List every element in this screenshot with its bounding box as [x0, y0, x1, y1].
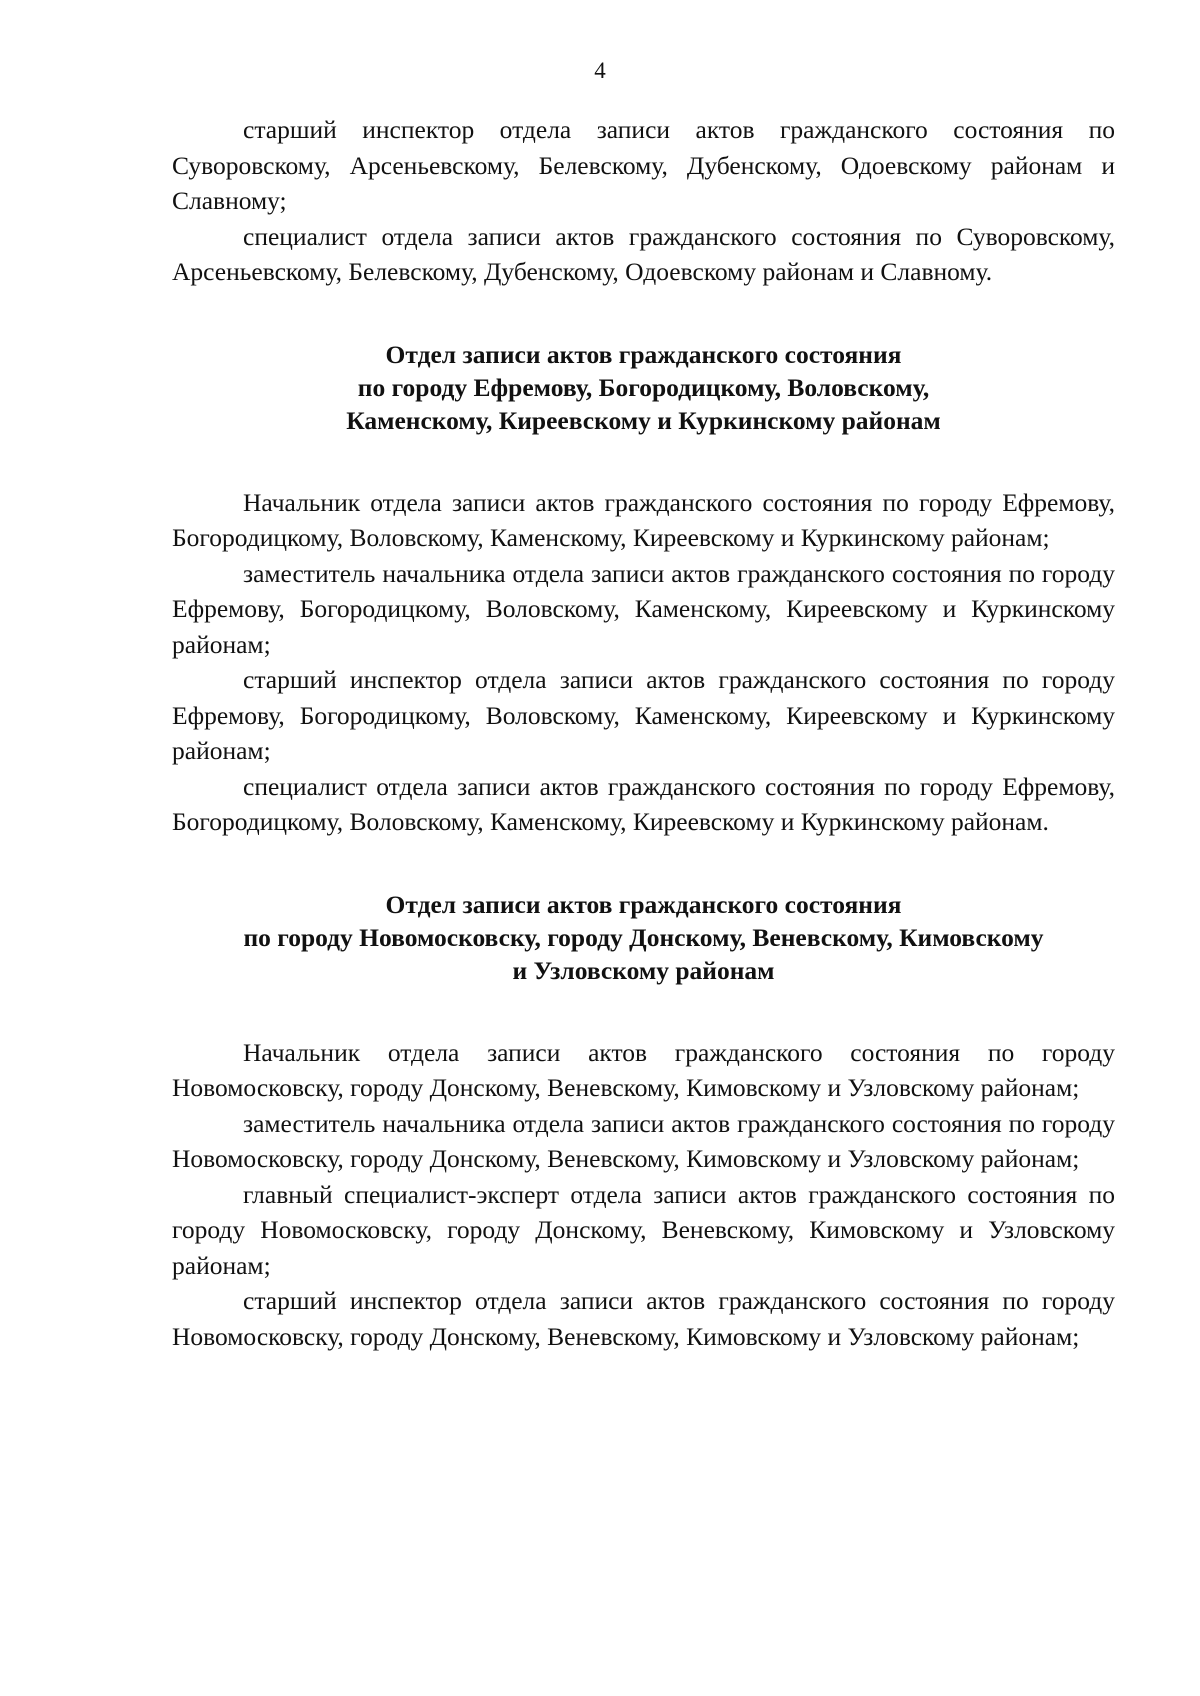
paragraph: старший инспектор отдела записи актов гражданского состояния по городу Новомосковску, городу Донскому, Веневскому, Кимовскому и Узловскому районам; [172, 1286, 1115, 1351]
heading-line: и Узловскому районам [512, 955, 775, 985]
paragraph: заместитель начальника отдела записи актов гражданского состояния по городу Ефремову, Богородицкому, Воловскому, Каменскому, Киреевскому и Куркинскому районам; [172, 558, 1115, 659]
paragraph: главный специалист-эксперт отдела записи актов гражданского состояния по городу Новомосковску, городу Донскому, Веневскому, Кимовскому и Узловскому районам; [172, 1179, 1115, 1280]
paragraph: Начальник отдела записи актов гражданского состояния по городу Ефремову, Богородицкому, Воловскому, Каменскому, Киреевскому и Куркинскому районам; [172, 487, 1115, 552]
heading-line: по городу Новомосковску, городу Донскому, Веневскому, Кимовскому [243, 922, 1044, 952]
paragraph: старший инспектор отдела записи актов гражданского состояния по Суворовскому, Арсеньевскому, Белевскому, Дубенскому, Одоевскому районам и Славному; [172, 115, 1115, 215]
paragraph: Начальник отдела записи актов гражданского состояния по городу Новомосковску, городу Донскому, Веневскому, Кимовскому и Узловскому районам; [172, 1037, 1115, 1102]
heading-line: Каменскому, Киреевскому и Куркинскому районам [346, 405, 941, 435]
section-heading [172, 338, 1115, 437]
paragraph: специалист отдела записи актов гражданского состояния по городу Ефремову, Богородицкому, Воловскому, Каменскому, Киреевскому и Куркинскому районам. [172, 771, 1115, 836]
document-body [172, 112, 1115, 1354]
heading-line: по городу Ефремову, Богородицкому, Воловскому, [357, 372, 930, 402]
heading-line: Отдел записи актов гражданского состояния [385, 889, 902, 919]
heading-line: Отдел записи актов гражданского состояния [385, 339, 902, 369]
paragraph: специалист отдела записи актов гражданского состояния по Суворовскому, Арсеньевскому, Белевскому, Дубенскому, Одоевскому районам и Славному. [172, 221, 1115, 286]
paragraph: заместитель начальника отдела записи актов гражданского состояния по городу Новомосковску, городу Донскому, Веневскому, Кимовскому и Узловскому районам; [172, 1108, 1115, 1173]
paragraph: старший инспектор отдела записи актов гражданского состояния по городу Ефремову, Богородицкому, Воловскому, Каменскому, Киреевскому и Куркинскому районам; [172, 665, 1115, 765]
section-efremov [172, 338, 1115, 840]
section-novomoskovsk [172, 888, 1115, 1355]
page-number: 4 [594, 58, 606, 83]
section-heading [172, 888, 1115, 987]
